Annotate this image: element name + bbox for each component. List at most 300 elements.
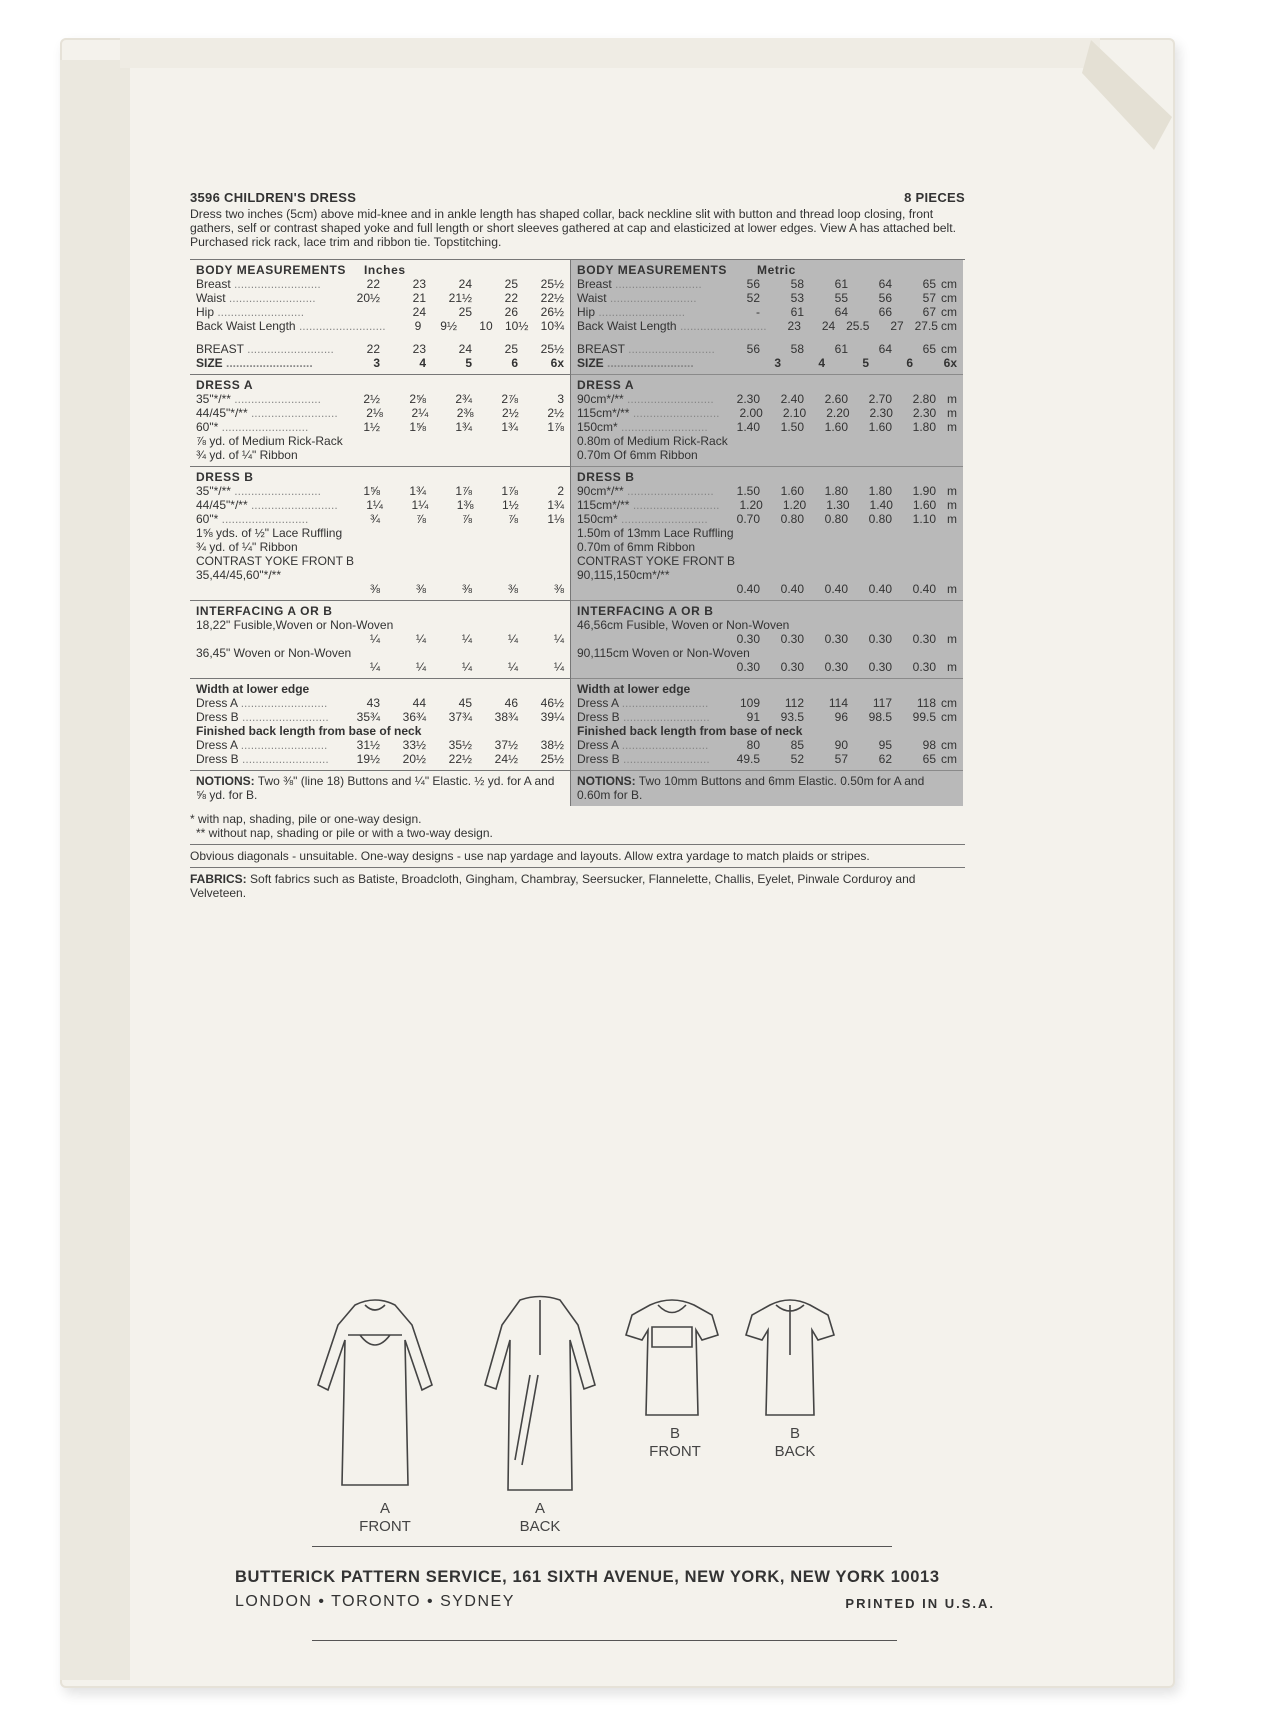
metric-dressB-row: 90cm*/** .......................... 1.50 1.60 1.80 1.80 1.90 m [577, 484, 957, 498]
imperial-body-row-label: Back Waist Length [196, 319, 296, 333]
imperial-body-row-value: 10¾ [540, 319, 564, 333]
metric-body-row-unit: cm [941, 305, 957, 319]
metric-dressB-row-value: 1.10 [912, 512, 936, 526]
imperial-width-title: Width at lower edge [196, 682, 310, 696]
imperial-interfacing-row-value: ¼ [415, 632, 426, 646]
metric-width-row-label: Dress A [577, 696, 619, 710]
metric-body-row-value: 55 [834, 291, 848, 305]
imperial-dressB-row-value: 1⅜ [456, 498, 474, 512]
metric-dressB-row-label: 115cm*/** [577, 498, 630, 512]
metric-dressB-extra: 1.50m of 13mm Lace Ruffling [577, 526, 734, 540]
imperial-size-row-value: 3 [373, 356, 380, 370]
imperial-width-row-value: 44 [412, 696, 426, 710]
metric-body-row: Waist .......................... 52 53 55 56 57 cm [577, 291, 957, 305]
imperial-interfacing-row-value: ¼ [507, 632, 518, 646]
metric-dressB-extra: 0.70m of 6mm Ribbon [577, 540, 696, 554]
imperial-length-row-value: 19½ [356, 752, 380, 766]
imperial-yoke-row [196, 582, 564, 596]
metric-body-row-value: 56 [746, 277, 760, 291]
imperial-dressB-row-value: 1⅞ [501, 484, 518, 498]
imperial-length-row-value: 25½ [540, 752, 564, 766]
imperial-interfacing-title: INTERFACING A OR B [196, 604, 333, 618]
metric-body-row-label: Hip [577, 305, 596, 319]
imperial-body-row-value: 21½ [448, 291, 472, 305]
imperial-notions [190, 771, 570, 806]
imperial-yoke-row-value: ⅜ [369, 582, 380, 596]
sketch-b-front [626, 1300, 718, 1415]
imperial-dressB-row-value: 1¾ [547, 498, 564, 512]
metric-dressA-row-value: 2.00 [739, 406, 763, 420]
imperial-dressA-row: 35"*/** .......................... 2½ 2⅝ 2¾ 2⅞ 3 [196, 392, 564, 406]
caption-b-front-side: FRONT [649, 1443, 701, 1460]
imperial-body-row-value [334, 305, 380, 319]
metric-interfacing-row-value: 0.30 [824, 632, 848, 646]
imperial-dressA-row: 60"* .......................... 1½ 1⅝ 1¾ 1¾ 1⅞ [196, 420, 564, 434]
metric-length-row-label: Dress B [577, 752, 620, 766]
sketch-divider [312, 1546, 892, 1547]
footer-divider [312, 1640, 897, 1641]
imperial-dressB-row: 60"* .......................... ¾ ⅞ ⅞ ⅞ 1⅛ [196, 512, 564, 526]
metric-width-row-unit: cm [941, 696, 957, 710]
metric-dressB-row-label: 150cm* [577, 512, 618, 526]
metric-dressA-row-value: 1.40 [736, 420, 760, 434]
imperial-width-row-value: 45 [458, 696, 472, 710]
metric-dressB-row-value: 1.20 [739, 498, 763, 512]
imperial-width-row-value: 46½ [540, 696, 564, 710]
metric-dressB-row-value: 1.60 [780, 484, 804, 498]
metric-interfacing [571, 601, 963, 679]
metric-interfacing-row-value: 0.30 [912, 660, 936, 674]
metric-dressA-row-value: 1.60 [824, 420, 848, 434]
imperial-body-row-value: 25½ [540, 277, 564, 291]
imperial-dressB-row-value: ⅞ [507, 512, 518, 526]
metric-dressB-row: 115cm*/** .......................... 1.20 1.20 1.30 1.40 1.60 m [577, 498, 957, 512]
imperial-interfacing-row [196, 632, 564, 646]
envelope-left-flap [60, 60, 130, 1680]
metric-dressA-extra: 0.70m Of 6mm Ribbon [577, 448, 698, 462]
imperial-dressA-row-value: 2⅝ [409, 392, 426, 406]
imperial-interfacing-row-value: ¼ [553, 632, 564, 646]
metric-body-row-value: 53 [790, 291, 804, 305]
metric-dressA-row-label: 115cm*/** [577, 406, 630, 420]
imperial-size-row-label: SIZE [196, 356, 223, 370]
metric-dressB-row-value: 0.80 [824, 512, 848, 526]
metric-breast-row-value: 56 [746, 342, 760, 356]
metric-dressB-row-value: 0.80 [780, 512, 804, 526]
caption-b-back-view: B [789, 1425, 800, 1442]
metric-width-row-value: 96 [834, 710, 848, 724]
metric-breast-row-value: 64 [878, 342, 892, 356]
metric-length-row-value: 57 [834, 752, 848, 766]
footnotes [190, 812, 965, 900]
metric-length-row-unit: cm [941, 752, 957, 766]
imperial-dressA-row-value: 1¾ [455, 420, 472, 434]
metric-dressB-row-value: 1.60 [912, 498, 937, 512]
metric-length-row-unit: cm [941, 738, 957, 752]
metric-body-row-unit: cm [941, 291, 957, 305]
metric-body-row-value: 64 [834, 305, 848, 319]
metric-dressA-title: DRESS A [577, 378, 635, 392]
metric-interfacing-label: 46,56cm Fusible, Woven or Non-Woven [577, 618, 790, 632]
imperial-dressB-row-value: ⅞ [461, 512, 472, 526]
imperial-length-row-value: 38½ [540, 738, 564, 752]
metric-length-row-value: 98 [922, 738, 936, 752]
dress-illustrations [300, 1285, 900, 1515]
imperial-size-row-value: 6 [511, 356, 518, 370]
imperial-body-row-value: 9 [414, 319, 422, 333]
metric-body-row-label: Back Waist Length [577, 319, 677, 333]
imperial-width-row: Dress B .......................... 35¾ 36¾ 37¾ 38¾ 39¼ [196, 710, 564, 724]
imperial-dressA-row: 44/45"*/** .......................... 2⅛ 2¼ 2⅜ 2½ 2½ [196, 406, 564, 420]
metric-dressB-row-value: 1.80 [868, 484, 892, 498]
caption-a-front [345, 1500, 425, 1536]
metric-interfacing-row-unit: m [947, 660, 957, 674]
imperial-dressB-row-value: 1⅛ [547, 512, 564, 526]
imperial-body-title: BODY MEASUREMENTS [196, 263, 346, 277]
metric-dressA-row-label: 90cm*/** [577, 392, 624, 406]
imperial-dressA-row-value: 2⅞ [501, 392, 518, 406]
imperial-interfacing [190, 601, 570, 679]
metric-length-row-label: Dress A [577, 738, 619, 752]
metric-interfacing-row-value: 0.30 [780, 632, 804, 646]
imperial-size-row-value: 4 [419, 356, 426, 370]
metric-dressB-row-value: 1.40 [869, 498, 893, 512]
imperial-body-row-value: 10 [479, 319, 493, 333]
metric-width-row-value: 109 [739, 696, 760, 710]
imperial-dressB-extra: 35,44/45,60"*/** [196, 568, 281, 582]
metric-interfacing-row-value: 0.30 [868, 632, 892, 646]
imperial-width-row-value: 37¾ [448, 710, 472, 724]
sketch-a-back [485, 1297, 595, 1491]
caption-b-front-view: B [669, 1425, 680, 1442]
imperial-length-row-label: Dress B [196, 752, 239, 766]
service-address: BUTTERICK PATTERN SERVICE, 161 SIXTH AVENUE, NEW YORK, NEW YORK 10013 [235, 1568, 940, 1586]
metric-width-row: Dress A .......................... 109 112 114 117 118 cm [577, 696, 957, 710]
metric-body-row-value: 67 [922, 305, 936, 319]
metric-dressB-row-value: 0.70 [736, 512, 760, 526]
imperial-size-row-value: 5 [465, 356, 472, 370]
metric-width-row-value: 98.5 [868, 710, 892, 724]
imperial-dressB-row-value: 1⅝ [363, 484, 380, 498]
metric-yoke-row-value: 0.40 [912, 582, 936, 596]
metric-size-row-value: 5 [862, 356, 869, 370]
metric-body-row: Breast .......................... 56 58 61 64 65 cm [577, 277, 957, 291]
metric-body-row-value: 56 [878, 291, 892, 305]
imperial-body-row-value: 25 [504, 277, 518, 291]
metric-dressA-row: 115cm*/** .......................... 2.00 2.10 2.20 2.30 2.30 m [577, 406, 957, 420]
metric-length-row-value: 85 [790, 738, 804, 752]
imperial-dressB-extra: CONTRAST YOKE FRONT B [196, 554, 355, 568]
metric-length-row: Dress A .......................... 80 85 90 95 98 cm [577, 738, 957, 752]
metric-body-measurements [571, 260, 963, 375]
metric-dressB-row-value: 1.90 [912, 484, 936, 498]
imperial-dressB-row-label: 60"* [196, 512, 219, 526]
imperial-dressB-row-value: ¾ [369, 512, 380, 526]
imperial-body-row-value: 10½ [504, 319, 529, 333]
metric-dressA-row-value: 2.40 [780, 392, 804, 406]
pattern-title: 3596 CHILDREN'S DRESS [190, 190, 357, 205]
metric-unit-label: Metric [757, 263, 796, 277]
metric-body-title: BODY MEASUREMENTS [577, 263, 727, 277]
imperial-body-row-value: 21 [412, 291, 426, 305]
metric-dressB-row-unit: m [947, 512, 957, 526]
metric-width-row-value: 93.5 [780, 710, 804, 724]
metric-body-row-value: 61 [834, 277, 848, 291]
imperial-dressB-row: 35"*/** .......................... 1⅝ 1¾ 1⅞ 1⅞ 2 [196, 484, 564, 498]
pattern-info [190, 190, 965, 900]
metric-interfacing-row-value: 0.30 [736, 632, 760, 646]
imperial-dressA-row-value: 2⅜ [456, 406, 474, 420]
metric-column [570, 260, 963, 806]
sketch-b-back [746, 1300, 834, 1415]
metric-interfacing-title: INTERFACING A OR B [577, 604, 714, 618]
imperial-dressB-row-value: 1¼ [411, 498, 429, 512]
metric-dressA-row-unit: m [946, 406, 957, 420]
imperial-dressA-extra: ⅞ yd. of Medium Rick-Rack [196, 434, 343, 448]
imperial-breast-row: BREAST .......................... 22 23 24 25 25½ [196, 342, 564, 356]
imperial-body-row: Back Waist Length .......................... 9 9½ 10 10½ 10¾ [196, 319, 564, 333]
imperial-dressB-row: 44/45"*/** .......................... 1¼ 1¼ 1⅜ 1½ 1¾ [196, 498, 564, 512]
imperial-dressA-title: DRESS A [196, 378, 254, 392]
metric-body-row-value: 64 [878, 277, 892, 291]
imperial-breast-row-value: 23 [412, 342, 426, 356]
metric-notions [571, 771, 963, 806]
metric-size-row-label: SIZE [577, 356, 604, 370]
imperial-body-row-value: 22 [366, 277, 380, 291]
metric-notions-text: Two 10mm Buttons and 6mm Elastic. 0.50m for A and 0.60m for B. [577, 774, 925, 802]
imperial-unit-label: Inches [364, 263, 406, 277]
imperial-width-row-label: Dress A [196, 696, 238, 710]
metric-dressB-row-value: 1.30 [826, 498, 850, 512]
imperial-body-row-value: 22½ [540, 291, 564, 305]
cities: LONDON • TORONTO • SYDNEY [235, 1593, 515, 1610]
imperial-body-row-value: 24 [412, 305, 426, 319]
caption-b-back-side: BACK [774, 1443, 816, 1460]
metric-interfacing-row-unit: m [947, 632, 957, 646]
metric-interfacing-label: 90,115cm Woven or Non-Woven [577, 646, 750, 660]
imperial-breast-row-value: 25½ [540, 342, 564, 356]
imperial-size-row-value: 6x [550, 356, 564, 370]
metric-yoke-row-value: 0.40 [824, 582, 848, 596]
metric-body-row-label: Breast [577, 277, 612, 291]
metric-dressA-row-value: 2.30 [736, 392, 760, 406]
metric-dressA-row-value: 2.70 [868, 392, 892, 406]
printed-in: PRINTED IN U.S.A. [845, 1596, 995, 1611]
imperial-dressA-row-label: 44/45"*/** [196, 406, 248, 420]
metric-breast-row-label: BREAST [577, 342, 625, 356]
metric-width-row-value: 112 [784, 696, 804, 710]
imperial-width-row-label: Dress B [196, 710, 239, 724]
metric-dressB-row-value: 1.50 [736, 484, 760, 498]
imperial-dressB-title: DRESS B [196, 470, 254, 484]
imperial-length-row-value: 22½ [448, 752, 472, 766]
imperial-interfacing-row-value: ¼ [369, 632, 380, 646]
metric-interfacing-row [577, 632, 957, 646]
metric-widths [571, 679, 963, 771]
imperial-interfacing-row [196, 660, 564, 674]
metric-length-row-value: 49.5 [736, 752, 760, 766]
imperial-widths [190, 679, 570, 771]
imperial-interfacing-row-value: ¼ [507, 660, 518, 674]
metric-dressA-row-label: 150cm* [577, 420, 618, 434]
imperial-body-row-value: 25 [458, 305, 472, 319]
imperial-interfacing-row-value: ¼ [553, 660, 564, 674]
imperial-length-row-value: 20½ [402, 752, 426, 766]
metric-body-row-value: 25.5 [846, 319, 870, 333]
metric-width-row-value: 91 [746, 710, 760, 724]
metric-yoke-row-value: 0.40 [736, 582, 760, 596]
metric-dressB-row-unit: m [947, 484, 957, 498]
garment-sketches [300, 1285, 900, 1545]
imperial-body-row: Waist .......................... 20½ 21 21½ 22 22½ [196, 291, 564, 305]
imperial-width-row-value: 35¾ [356, 710, 380, 724]
imperial-dressB-extra: ¾ yd. of ¼" Ribbon [196, 540, 298, 554]
imperial-dressB-extra: 1⅝ yds. of ½" Lace Ruffling [196, 526, 343, 540]
metric-dressB-extra: CONTRAST YOKE FRONT B [577, 554, 736, 568]
imperial-interfacing-row-value: ¼ [415, 660, 426, 674]
metric-breast-row: BREAST .......................... 56 58 61 64 65 cm [577, 342, 957, 356]
metric-dressA-row: 90cm*/** .......................... 2.30 2.40 2.60 2.70 2.80 m [577, 392, 957, 406]
imperial-breast-row-value: 25 [504, 342, 518, 356]
imperial-width-row-value: 46 [504, 696, 518, 710]
metric-size-row-value: 4 [818, 356, 825, 370]
metric-dressA-row-unit: m [947, 392, 957, 406]
metric-body-row-value: 58 [790, 277, 804, 291]
diagonals-note: Obvious diagonals - unsuitable. One-way designs - use nap yardage and layouts. Allow extra yardage to match plaids or stripes. [190, 849, 870, 863]
metric-dressA-row-value: 2.80 [912, 392, 936, 406]
metric-size-row-value: 6 [906, 356, 913, 370]
footer [235, 1568, 995, 1611]
imperial-yoke-row-value: ⅜ [553, 582, 564, 596]
imperial-dressB-row-label: 35"*/** [196, 484, 231, 498]
imperial-breast-row-label: BREAST [196, 342, 244, 356]
metric-body-row-label: Waist [577, 291, 607, 305]
imperial-dressA-row-value: 2¾ [455, 392, 472, 406]
imperial-dressA-row-value: 2½ [547, 406, 564, 420]
metric-yoke-row-unit: m [947, 582, 957, 596]
imperial-yoke-row-value: ⅜ [461, 582, 472, 596]
metric-dressA-row-value: 2.10 [782, 406, 807, 420]
imperial-body-measurements [190, 260, 570, 375]
metric-size-row-value: 3 [774, 356, 781, 370]
imperial-dressA-row-value: 1½ [363, 420, 380, 434]
metric-length-row: Dress B .......................... 49.5 52 57 62 65 cm [577, 752, 957, 766]
description: Dress two inches (5cm) above mid-knee and in ankle length has shaped collar, back neckline slit with button and thread loop closing, front gathers, self or contrast shaped yoke and full length or short sleeves gathered at cap and elasticized at lower edges. View A has attached belt. Purchased rick rack, lace trim and ribbon tie. Topstitching. [190, 207, 957, 249]
imperial-dressB-row-value: 1¼ [366, 498, 383, 512]
header [190, 190, 965, 205]
imperial-body-row-value: 20½ [356, 291, 380, 305]
pieces-count: 8 PIECES [904, 190, 965, 205]
metric-body-row-value: - [756, 305, 760, 319]
imperial-dressB-row-value: 1½ [502, 498, 519, 512]
imperial-body-row-label: Waist [196, 291, 226, 305]
metric-dressB-extra: 90,115,150cm*/** [577, 568, 670, 582]
imperial-body-row-value: 26 [504, 305, 518, 319]
metric-dressB-row-value: 1.80 [824, 484, 848, 498]
metric-interfacing-row-value: 0.30 [780, 660, 804, 674]
metric-length-title: Finished back length from base of neck [577, 724, 803, 738]
metric-body-row-value: 27 [890, 319, 904, 333]
metric-interfacing-row [577, 660, 957, 674]
metric-dressA-row-value: 2.20 [826, 406, 850, 420]
metric-dressB-row: 150cm* .......................... 0.70 0.80 0.80 0.80 1.10 m [577, 512, 957, 526]
metric-dressA-row: 150cm* .......................... 1.40 1.50 1.60 1.60 1.80 m [577, 420, 957, 434]
imperial-size-row: SIZE .......................... 3 4 5 6 6x [196, 356, 564, 370]
imperial-dressA-row-value: 2½ [363, 392, 380, 406]
caption-a-front-side: FRONT [359, 1518, 411, 1535]
sketch-a-front [318, 1300, 432, 1485]
imperial-body-row-label: Hip [196, 305, 215, 319]
imperial-dressA-row-value: 3 [557, 392, 564, 406]
imperial-column [190, 260, 570, 806]
imperial-breast-row-value: 22 [366, 342, 380, 356]
imperial-length-row-value: 24½ [494, 752, 518, 766]
metric-yoke-row-value: 0.40 [868, 582, 892, 596]
metric-body-row-unit: cm [940, 319, 957, 333]
imperial-length-row-value: 31½ [356, 738, 380, 752]
metric-width-title: Width at lower edge [577, 682, 691, 696]
metric-length-row-value: 95 [878, 738, 892, 752]
metric-dressB [571, 467, 963, 601]
metric-body-row-value: 61 [790, 305, 804, 319]
footnote-nap: * with nap, shading, pile or one-way design. [190, 812, 422, 826]
metric-length-row-value: 52 [790, 752, 804, 766]
imperial-dressA-row-label: 60"* [196, 420, 219, 434]
imperial-interfacing-row-value: ¼ [369, 660, 380, 674]
metric-body-row-value: 23 [787, 319, 801, 333]
metric-dressA [571, 375, 963, 467]
metric-dressB-row-label: 90cm*/** [577, 484, 624, 498]
metric-dressA-row-value: 1.60 [868, 420, 892, 434]
imperial-length-row-value: 35½ [448, 738, 472, 752]
caption-a-back [500, 1500, 580, 1536]
metric-width-row-value: 118 [916, 696, 936, 710]
metric-dressB-row-value: 1.20 [782, 498, 807, 512]
metric-width-row: Dress B .......................... 91 93.5 96 98.5 99.5 cm [577, 710, 957, 724]
metric-notions-label: NOTIONS: [577, 774, 636, 788]
imperial-notions-text: Two ⅜" (line 18) Buttons and ¼" Elastic. ½ yd. for A and ⅝ yd. for B. [196, 774, 555, 802]
metric-dressB-row-unit: m [946, 498, 957, 512]
metric-length-row-value: 62 [878, 752, 892, 766]
imperial-body-row-value: 9½ [440, 319, 457, 333]
imperial-body-row: Breast .......................... 22 23 24 25 25½ [196, 277, 564, 291]
imperial-dressB [190, 467, 570, 601]
imperial-dressA-row-value: 1¾ [501, 420, 518, 434]
metric-body-row-value: 24 [821, 319, 836, 333]
imperial-dressA-row-value: 1⅞ [547, 420, 564, 434]
imperial-width-row-value: 38¾ [494, 710, 518, 724]
imperial-dressB-row-value: ⅞ [415, 512, 426, 526]
metric-yoke-row-value: 0.40 [780, 582, 804, 596]
imperial-dressA-row-value: 1⅝ [409, 420, 426, 434]
imperial-width-row-value: 43 [366, 696, 380, 710]
metric-width-row-label: Dress B [577, 710, 620, 724]
imperial-width-row-value: 36¾ [402, 710, 426, 724]
metric-dressA-extra: 0.80m of Medium Rick-Rack [577, 434, 728, 448]
envelope-top-flap [120, 38, 1100, 68]
metric-dressA-row-value: 1.50 [780, 420, 804, 434]
metric-length-row-value: 80 [746, 738, 760, 752]
fabrics-text: Soft fabrics such as Batiste, Broadcloth, Gingham, Chambray, Seersucker, Flannelette, Challis, Eyelet, Pinwale Corduroy and Velveteen. [190, 872, 916, 900]
fabrics-note [190, 872, 965, 900]
metric-body-row: Back Waist Length .......................... 23 24 25.5 27 27.5 cm [577, 319, 957, 333]
metric-breast-row-value: 58 [790, 342, 804, 356]
metric-dressB-title: DRESS B [577, 470, 635, 484]
metric-dressA-row-value: 2.30 [912, 406, 937, 420]
caption-a-front-view: A [379, 1500, 390, 1517]
imperial-dressA-row-label: 35"*/** [196, 392, 231, 406]
imperial-dressA-row-value: 2⅛ [366, 406, 383, 420]
